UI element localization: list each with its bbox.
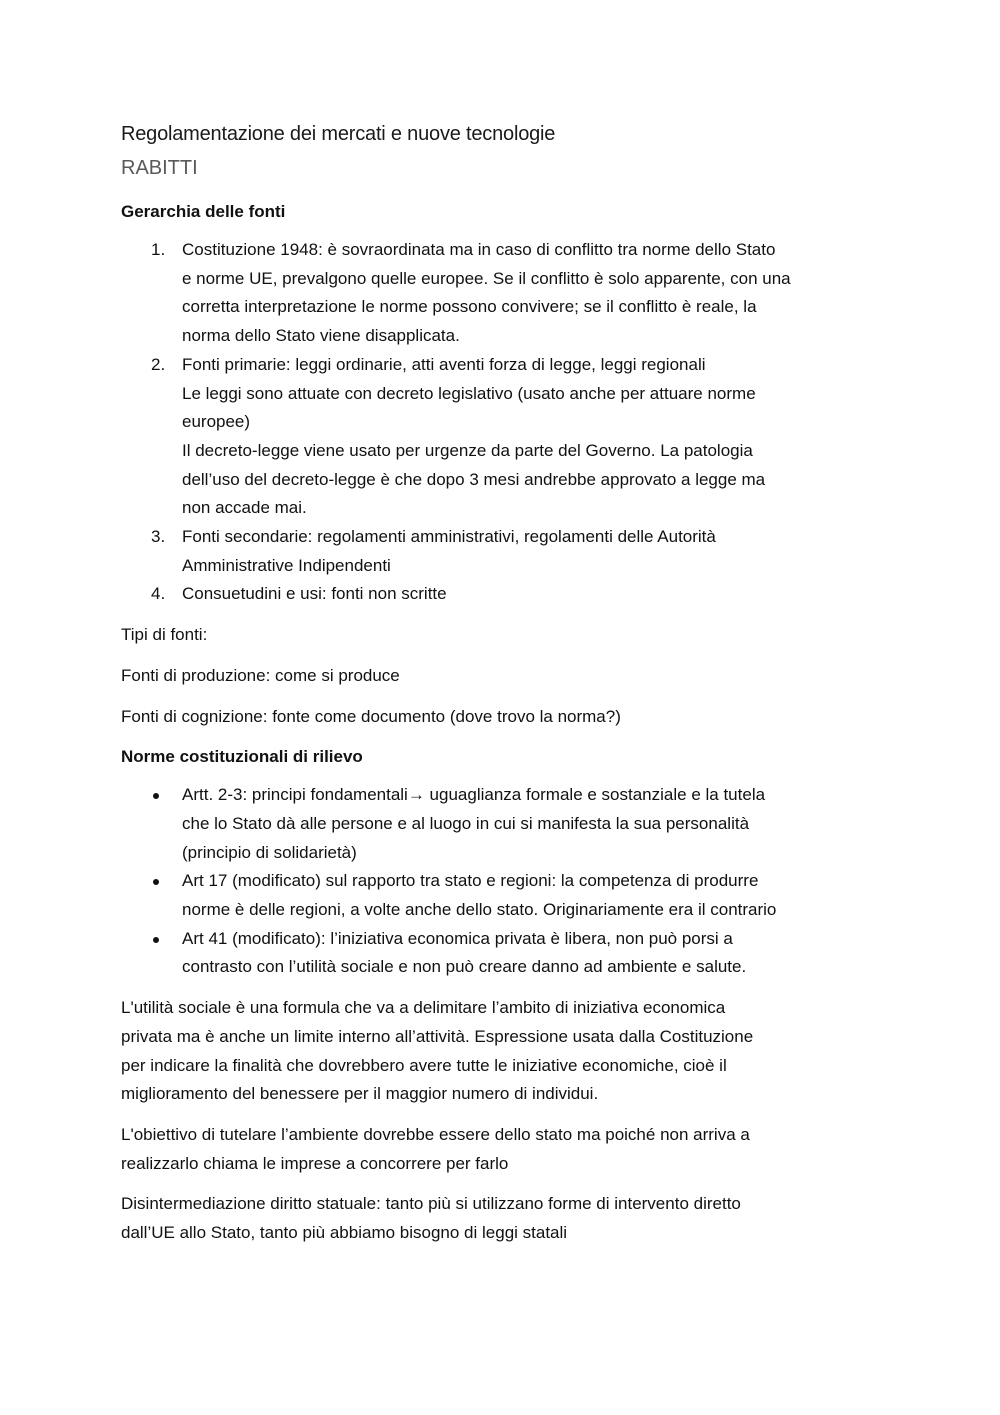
paragraph: Tipi di fonti:: [121, 625, 208, 645]
numbered-list: [121, 236, 881, 609]
list-item-line: contrasto con l’utilità sociale e non può creare danno ad ambiente e salute.: [182, 957, 747, 977]
list-number: 1.: [151, 240, 166, 259]
list-number: 2.: [151, 354, 166, 374]
list-item-line: Fonti primarie: leggi ordinarie, atti aventi forza di legge, leggi regionali: [182, 354, 706, 374]
list-item: [121, 236, 881, 351]
list-item: [121, 351, 881, 523]
paragraph: Fonti di produzione: come si produce: [121, 665, 400, 685]
list-item-line: norma dello Stato viene disapplicata.: [182, 326, 460, 346]
list-item-line: Costituzione 1948: è sovraordinata ma in caso di conflitto tra norme dello Stato: [182, 240, 776, 259]
paragraph: [121, 1190, 881, 1247]
list-item-line: Consuetudini e usi: fonti non scritte: [182, 584, 447, 604]
paragraph-line: realizzarlo chiama le imprese a concorrere per farlo: [121, 1153, 509, 1173]
paragraph-line: dall’UE allo Stato, tanto più abbiamo bisogno di leggi statali: [121, 1223, 568, 1243]
list-item-line: norme è delle regioni, a volte anche dello stato. Originariamente era il contrario: [182, 900, 777, 920]
list-item-line: Fonti secondarie: regolamenti amministrativi, regolamenti delle Autorità: [182, 527, 716, 547]
list-item-line: Il decreto-legge viene usato per urgenze da parte del Governo. La patologia: [182, 440, 753, 460]
document-title: Regolamentazione dei mercati e nuove tecnologie: [121, 123, 556, 145]
list-item: [121, 523, 881, 580]
list-item-line: Le leggi sono attuate con decreto legislativo (usato anche per attuare norme: [182, 383, 756, 403]
list-item-line: Amministrative Indipendenti: [182, 555, 391, 575]
bullet-icon: [153, 793, 159, 799]
paragraph: [121, 994, 881, 1109]
list-item: [121, 867, 881, 924]
paragraph-line: miglioramento del benessere per il maggior numero di individui.: [121, 1084, 599, 1104]
paragraph: Fonti di cognizione: fonte come documento (dove trovo la norma?): [121, 706, 621, 726]
list-item-line: che lo Stato dà alle persone e al luogo in cui si manifesta la sua personalità: [182, 813, 750, 833]
list-item-line: e norme UE, prevalgono quelle europee. Se il conflitto è solo apparente, con una: [182, 268, 791, 288]
document-subtitle: RABITTI: [121, 157, 198, 179]
list-item: [121, 925, 881, 982]
list-item-line: corretta interpretazione le norme possono convivere; se il conflitto è reale, la: [182, 297, 757, 317]
list-item-line: non accade mai.: [182, 498, 307, 518]
bullet-icon: [153, 937, 159, 943]
paragraph-line: privata ma è anche un limite interno all’attività. Espressione usata dalla Costituzione: [121, 1026, 754, 1046]
list-item-line: europee): [182, 412, 251, 432]
list-item-line: Artt. 2-3: principi fondamentali→ uguaglianza formale e sostanziale e la tutela: [182, 785, 766, 805]
list-item-line: Art 17 (modificato) sul rapporto tra stato e regioni: la competenza di produrre: [182, 871, 759, 891]
section-heading-gerarchia: Gerarchia delle fonti: [121, 202, 286, 221]
paragraph: [121, 1121, 881, 1178]
bullet-list: [121, 781, 881, 982]
list-item: [121, 580, 881, 609]
paragraph-line: per indicare la finalità che dovrebbero avere tutte le iniziative economiche, cioè il: [121, 1055, 727, 1075]
list-item-line: dell’uso del decreto-legge è che dopo 3 mesi andrebbe approvato a legge ma: [182, 469, 766, 489]
paragraph-line: L'obiettivo di tutelare l’ambiente dovrebbe essere dello stato ma poiché non arriva a: [121, 1124, 750, 1144]
section-heading-norme: Norme costituzionali di rilievo: [121, 747, 363, 767]
paragraph-line: L'utilità sociale è una formula che va a delimitare l’ambito di iniziativa economica: [121, 998, 726, 1018]
document-page: [121, 120, 881, 1260]
list-item-line: (principio di solidarietà): [182, 842, 357, 862]
list-number: 3.: [151, 527, 166, 547]
list-number: 4.: [151, 584, 166, 604]
list-item-line: Art 41 (modificato): l’iniziativa economica privata è libera, non può porsi a: [182, 928, 733, 948]
paragraph-line: Disintermediazione diritto statuale: tanto più si utilizzano forme di intervento diretto: [121, 1194, 741, 1214]
list-item: [121, 781, 881, 867]
bullet-icon: [153, 879, 159, 885]
